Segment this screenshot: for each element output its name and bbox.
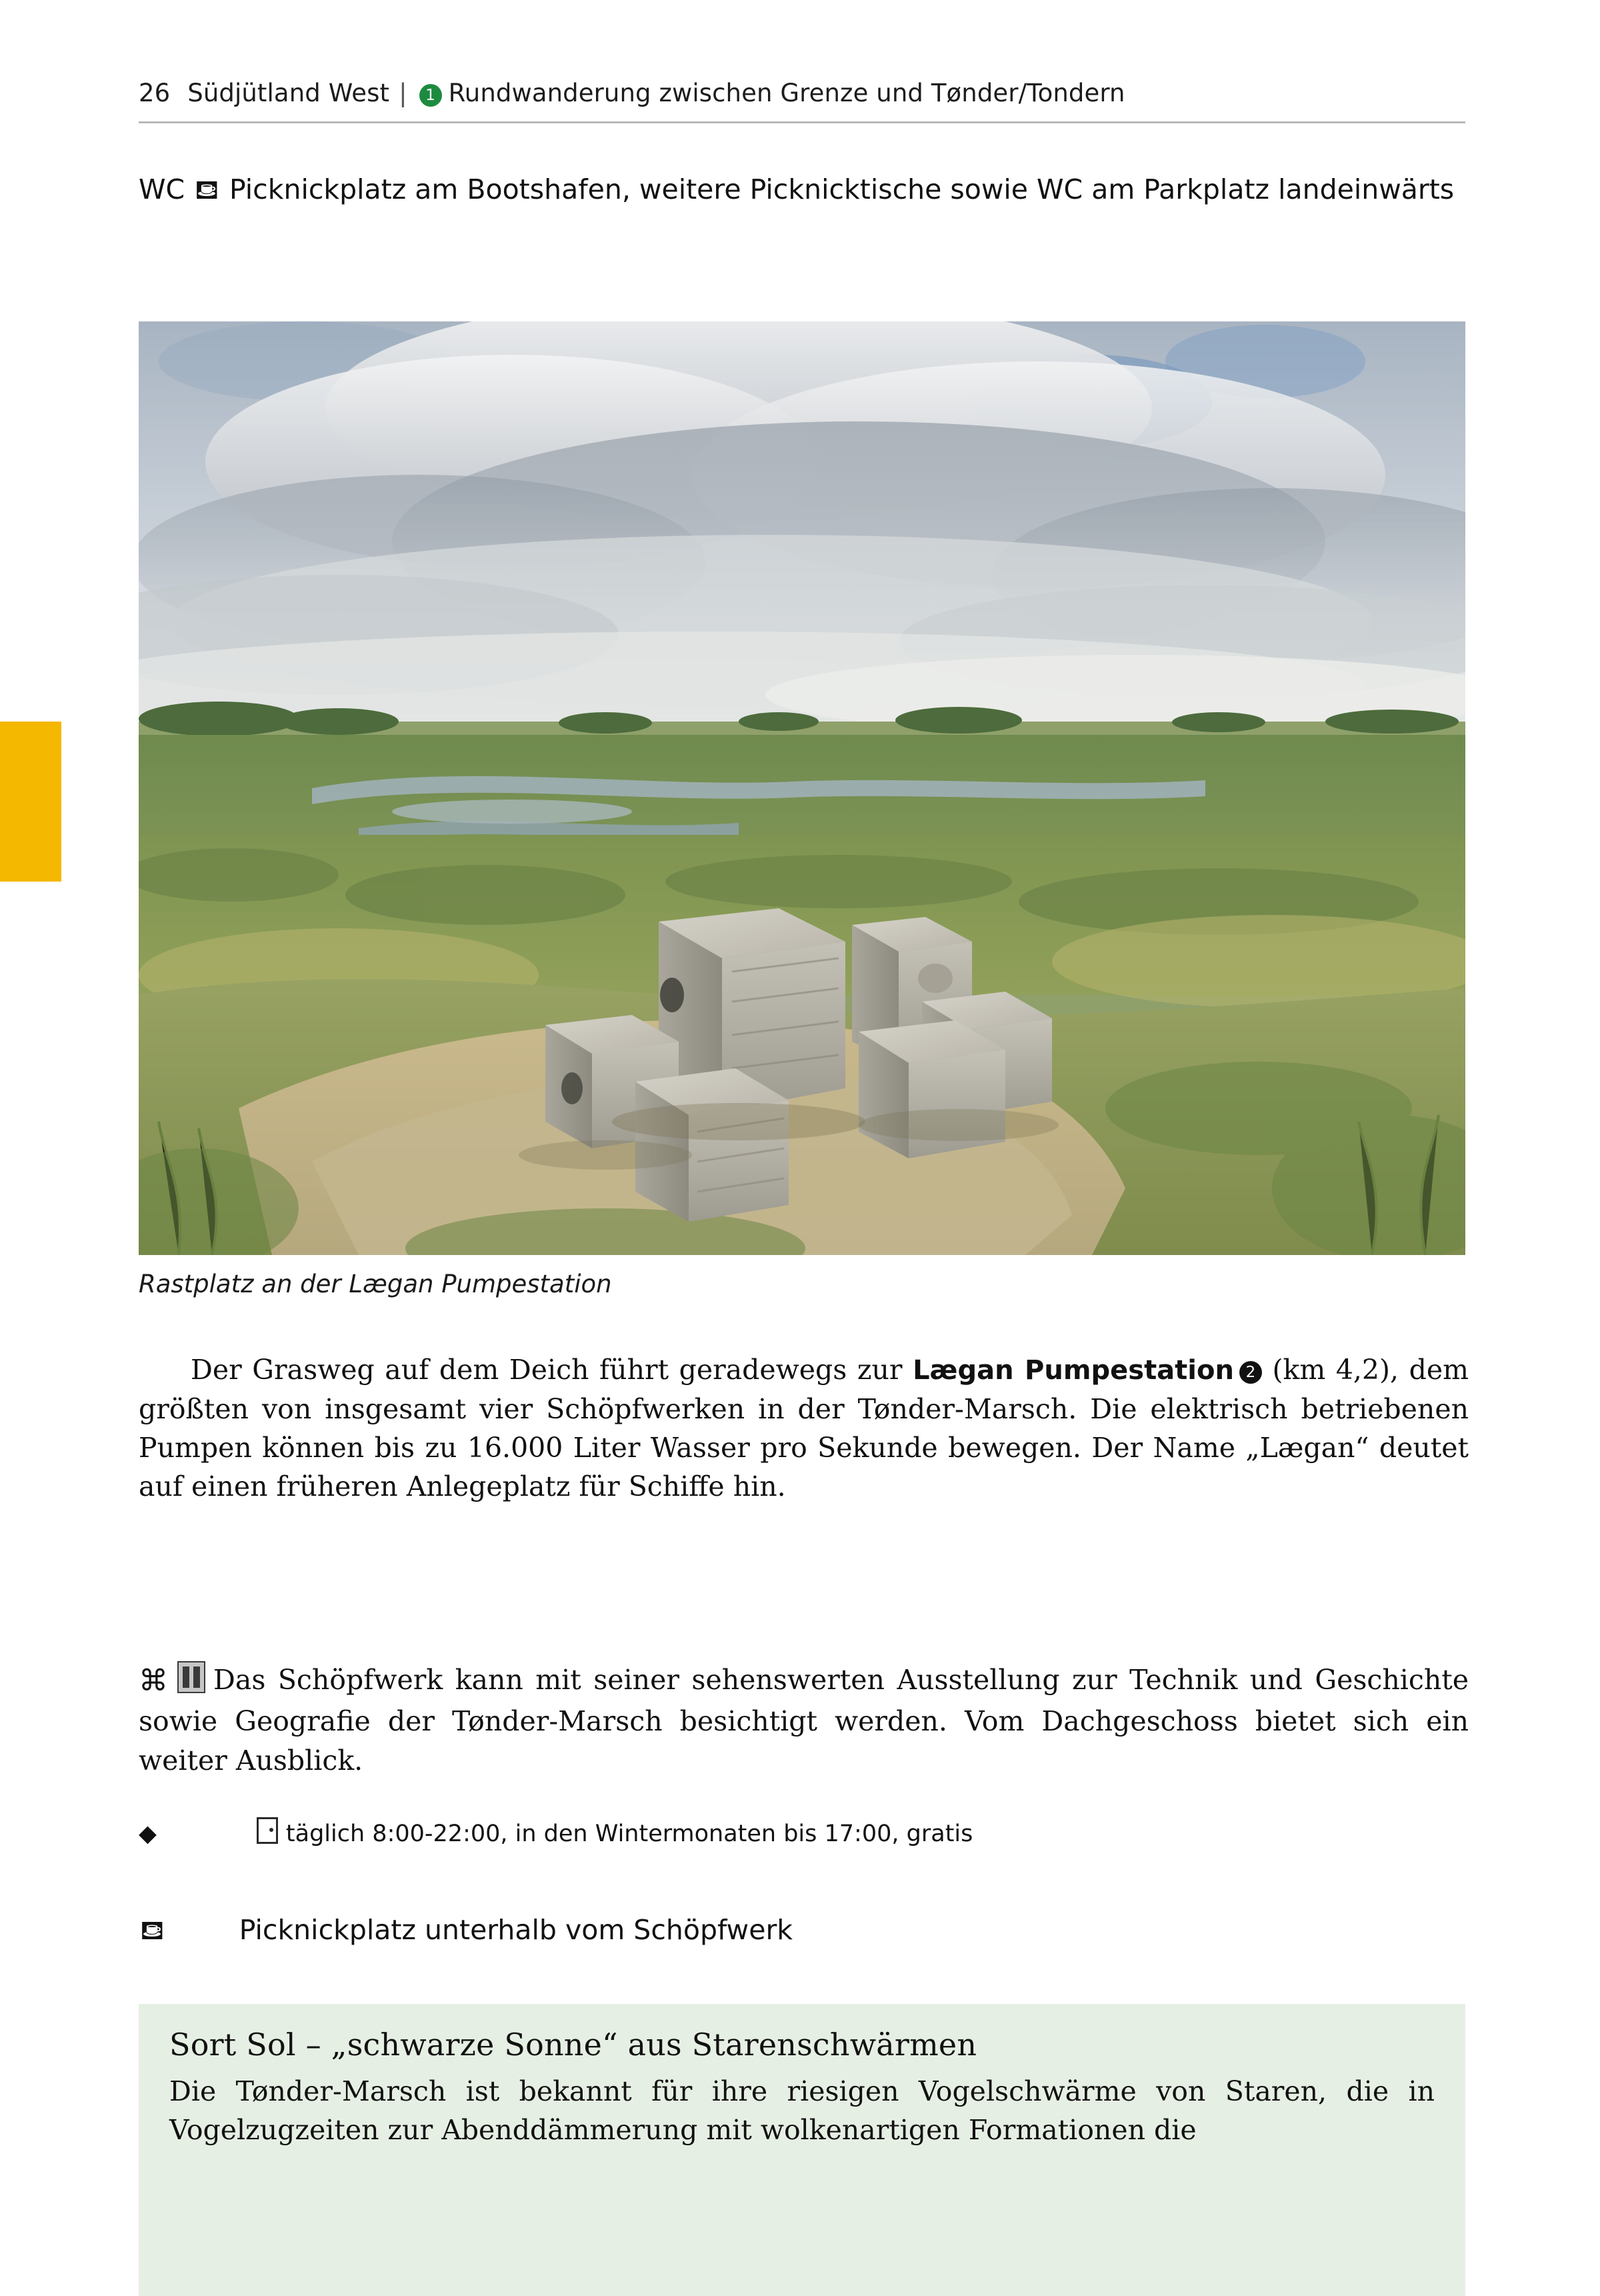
- picnic-table-icon-2: ⛾: [139, 1915, 165, 1946]
- poi-number-badge: 2: [1239, 1361, 1262, 1384]
- paragraph-rest: (km 4,2), dem größten von insgesamt vier Schöpfwerken in der Tønder-Marsch. Die elektrisch betriebenen Pumpen können bis zu 16.000 Liter Wasser pro Sekunde bewegen. Der Name „Lægan“ deutet auf einen früheren Anlegeplatz für Schiffe hin.: [139, 1354, 1469, 1503]
- page-number: 26: [139, 79, 171, 107]
- paragraph-museum-text: Das Schöpfwerk kann mit seiner sehenswerten Ausstellung zur Technik und Geschichte sowie Geografie der Tønder-Marsch besichtigt werden. Vom Dachgeschoss bietet sich ein weiter Ausblick.: [139, 1664, 1469, 1777]
- picnic-note-line: [139, 1914, 1469, 1949]
- paragraph-museum: [139, 1660, 1469, 1780]
- picnic-table-icon: ⛾: [194, 175, 220, 205]
- attraction-icon: ⌘: [139, 1664, 168, 1698]
- running-head: [139, 79, 1465, 107]
- photo-rastplatz: [139, 321, 1465, 1255]
- wc-label: WC: [139, 173, 185, 205]
- poi-name: Lægan Pumpestation: [913, 1355, 1234, 1386]
- photo-illustration: [139, 321, 1465, 1255]
- infobox-body: Die Tønder-Marsch ist bekannt für ihre riesigen Vogelschwärme von Staren, die in Vogelzugzeiten zur Abenddämmerung mit wolkenartigen Formationen die: [169, 2075, 1435, 2147]
- region-label: Südjütland West: [187, 79, 390, 107]
- chapter-color-tab: [0, 722, 61, 882]
- door-icon: [257, 1817, 278, 1844]
- route-title: Rundwanderung zwischen Grenze und Tønder/Tondern: [448, 79, 1125, 107]
- header-separator: |: [399, 79, 407, 107]
- photo-caption: Rastplatz an der Lægan Pumpestation: [139, 1270, 612, 1298]
- intro-paragraph: [139, 172, 1469, 207]
- infobox-title: Sort Sol – „schwarze Sonne“ aus Starenschwärmen: [169, 2027, 977, 2063]
- paragraph-pumpestation: [139, 1350, 1469, 1506]
- route-number-badge: 1: [419, 84, 442, 107]
- opening-hours-text: täglich 8:00-22:00, in den Wintermonaten bis 17:00, gratis: [285, 1821, 973, 1847]
- museum-icon: [177, 1661, 205, 1693]
- picnic-note-text: Picknickplatz unterhalb vom Schöpfwerk: [239, 1914, 793, 1946]
- header-rule: [139, 121, 1465, 123]
- opening-hours-line: [139, 1817, 1469, 1847]
- infobox-sort-sol: [139, 2004, 1465, 2296]
- intro-text: Picknickplatz am Bootshafen, weitere Picknicktische sowie WC am Parkplatz landeinwärts: [229, 173, 1455, 205]
- bullet-diamond-icon: ◆: [139, 1821, 157, 1847]
- paragraph-lead: Der Grasweg auf dem Deich führt geradewegs zur: [191, 1354, 913, 1386]
